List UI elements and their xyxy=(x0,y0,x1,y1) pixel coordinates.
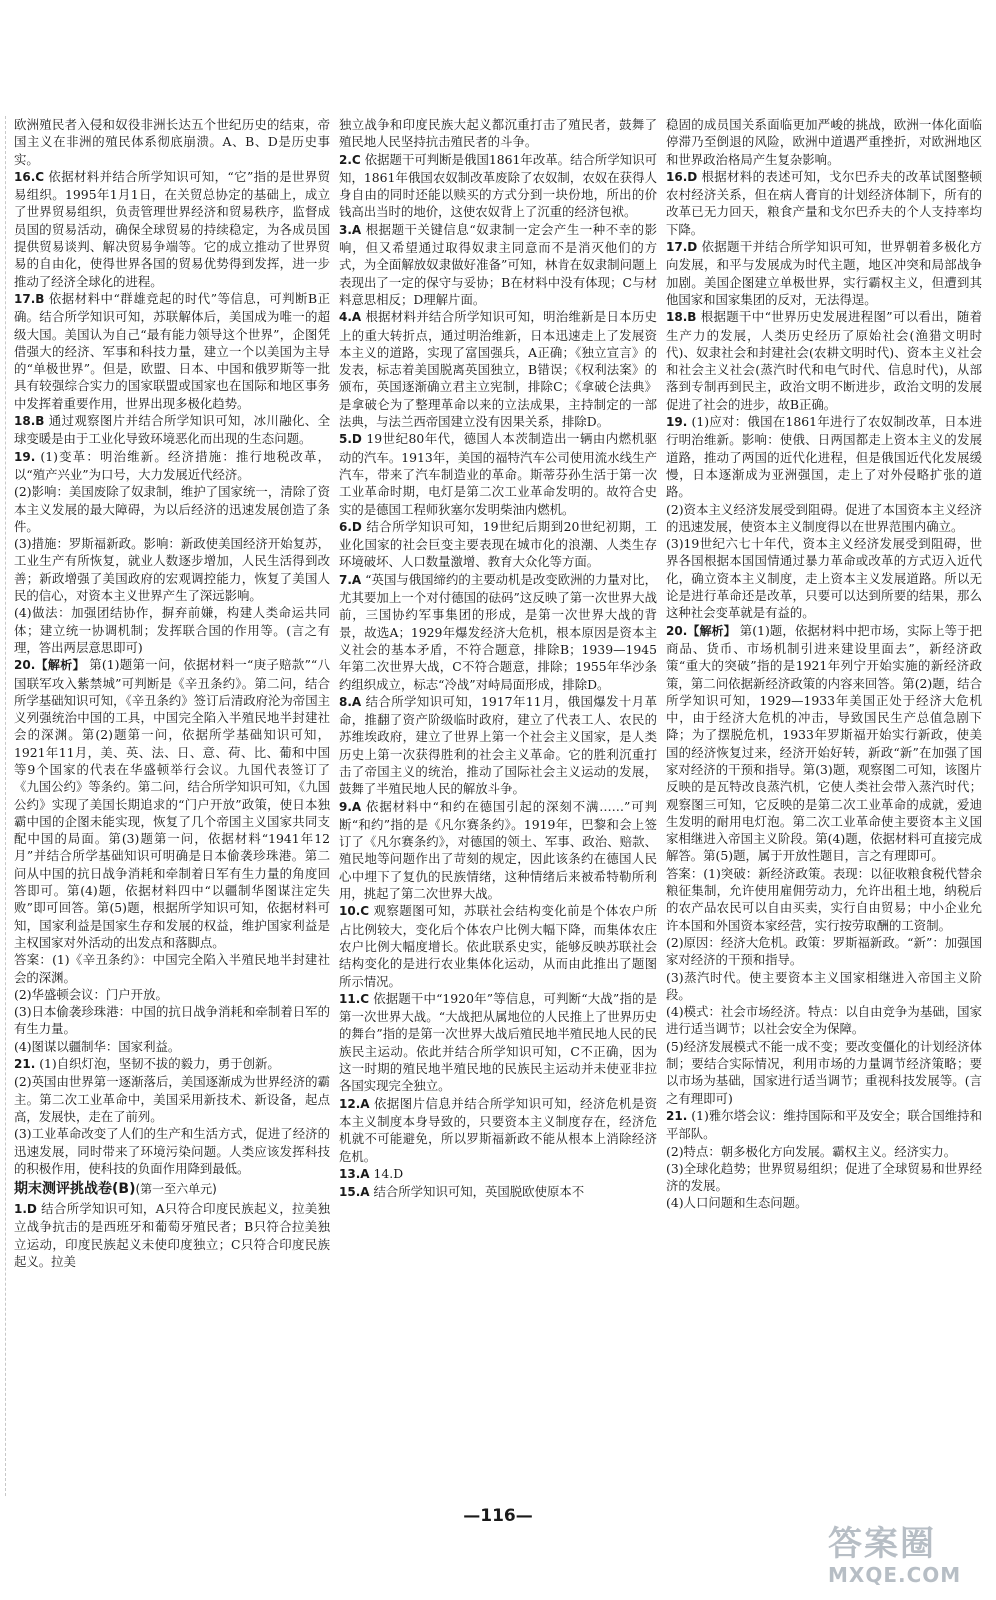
answer-item xyxy=(339,693,657,798)
answer-continuation: (2)英国由世界第一逐渐落后，美国逐渐成为世界经济的霸主。第二次工业革命中，美国采用新技术、新设备，起点高，发展快，走在了前列。 xyxy=(14,1074,330,1124)
watermark-line2: MXQE.COM xyxy=(828,1563,962,1587)
answer-continuation: (2)原因：经济大危机。政策：罗斯福新政。“新”：加强国家对经济的干预和指导。 xyxy=(666,934,982,968)
answer-number: 17.B xyxy=(14,291,45,306)
answer-explanation: 依据图片信息并结合所学知识可知，经济危机是资本主义制度本身导致的，只要资本主义制度存在，经济危机就不可能避免，所以罗斯福新政不能从根本上消除经济危机。 xyxy=(339,1095,657,1164)
answer-item xyxy=(339,151,657,221)
answer-continuation: (2)资本主义经济发展受到阻碍。促进了本国资本主义经济的迅速发展，使资本主义制度得以在世界范围内确立。 xyxy=(666,501,982,534)
answer-explanation: 根据材料并结合所学知识可知，明治维新是日本历史上的重大转折点，通过明治维新，日本迅速走上了发展资本主义的道路，实现了富国强兵，A正确；《独立宣言》的发表，标志着美国脱离英国独立，B错误；《权利法案》的颁布，英国逐渐确立君主立宪制，排除C；《拿破仑法典》是拿破仑为了整理革命以来的立法成果，主持制定的一部法典，与法兰西帝国建立没有因果关系，排除D。 xyxy=(339,309,657,430)
answer-number: 18.B xyxy=(666,310,697,325)
answer-item xyxy=(339,308,657,430)
answer-continuation: (4)人口问题和生态问题。 xyxy=(666,1195,808,1211)
answer-number: 3.A xyxy=(339,222,362,237)
answer-explanation: 依据题干并结合所学知识可知，世界朝着多极化方向发展，和平与发展成为时代主题，地区冲突和局部战争加剧。美国企图建立单极世界，实行霸权主义，但遭到其他国家和国家集团的反对，无法得逞。 xyxy=(666,239,982,307)
page-edge-binding xyxy=(0,116,6,1496)
answer-page xyxy=(14,116,982,1496)
answer-explanation: 结合所学知识可知，A只符合印度民族起义，拉美独立战争抗击的是西班牙和葡萄牙殖民者；B只符合拉美独立运动，印度民族起义未使印度独立；C只符合印度民族起义。拉美 xyxy=(14,1201,330,1269)
answer-number: 18.B xyxy=(14,414,45,429)
answer-number: 19. xyxy=(14,449,36,464)
page-number: —116— xyxy=(463,1506,533,1526)
answer-explanation: (1)自织灯泡，坚韧不拔的毅力，勇于创新。 xyxy=(39,1056,280,1072)
answer-continuation: (4)图谋以疆制华：国家利益。 xyxy=(14,1038,181,1054)
answer-number: 16.D xyxy=(666,169,698,184)
answer-item xyxy=(14,168,330,290)
answer-explanation: 第(1)题第一问，依据材料一“庚子赔款”“八国联军攻入紫禁城”可判断是《辛丑条约》。第二问，结合所学基础知识可知，《辛丑条约》签订后清政府沦为帝国主义列强统治中国的工具，中国完全陷入半殖民地半封建社会的深渊。第(2)题第一问，依据所学基础知识可知，1921年11月，美、英、法、日、意、荷、比、葡和中国等9个国家的代表在华盛顿举行会议。九国代表签订了《九国公约》等条约。第二问，结合所学知识可知，《九国公约》实现了美国长期追求的“门户开放”政策，使日本独霸中国的企图未能实现，恢复了几个帝国主义国家共同支配中国的局面。第(3)题第一问，依据材料“1941年12月”并结合所学基础知识可明确是日本偷袭珍珠港。第二问从中国的抗日战争消耗和牵制着日军有生力量的角度回答即可。第(4)题，依据材料四中“以疆制华图谋注定失败”即可回答。第(5)题，根据所学知识可知，依据材料可知，国家利益是国家生存和发展的权益，维护国家利益是主权国家对外活动的出发点和落脚点。 xyxy=(14,657,330,950)
answer-continuation: (3)日本偷袭珍珠港：中国的抗日战争消耗和牵制着日军的有生力量。 xyxy=(14,1004,330,1037)
answer-continuation: (2)特点：朝多极化方向发展。霸权主义。经济实力。 xyxy=(666,1143,957,1159)
answer-item xyxy=(339,518,657,571)
answer-item xyxy=(339,798,657,903)
answer-item xyxy=(14,1055,330,1073)
answer-item xyxy=(339,1183,657,1201)
answer-item xyxy=(339,571,657,693)
answer-explanation: 依据材料并结合所学知识可知，“它”指的是世界贸易组织。1995年1月1日，在关贸总协定的基础上，成立了世界贸易组织，负责管理世界经济和贸易秩序，监督成员国的贸易活动，确保全球贸易的持续稳定，为各成员国提供贸易谈判、解决贸易争端等。它的成立推动了世界贸易的自由化，使得世界各国的贸易优势得到发挥，进一步推动了经济全球化的进程。 xyxy=(14,168,330,289)
answer-number: 8.A xyxy=(339,694,362,709)
answer-item xyxy=(339,990,657,1095)
column-left xyxy=(14,116,330,1496)
answer-explanation: 依据题干中“1920年”等信息，可判断“大战”指的是第一次世界大战。“大战把从属地位的人民推上了世界历史的舞台”指的是第一次世界大战后殖民地半殖民地人民的民族民主运动。依此并结合所学知识可知，C不正确，因为这一时期的殖民地半殖民地的民族民主运动并未使亚非拉各国实现完全独立。 xyxy=(339,990,657,1094)
answer-number: 4.A xyxy=(339,310,362,325)
answer-continuation: (2)影响：美国废除了奴隶制，维护了国家统一，清除了资本主义发展的最大障碍，为以后经济的迅速发展创造了条件。 xyxy=(14,484,330,534)
answer-continuation: (4)模式：社会市场经济。特点：以自由竞争为基础，国家进行适当调节；以社会安全为保障。 xyxy=(666,1004,982,1037)
answer-number: 2.C xyxy=(339,152,361,167)
answer-continuation: 答案：(1)《辛丑条约》：中国完全陷入半殖民地半封建社会的深渊。 xyxy=(14,952,330,985)
answer-item xyxy=(14,290,330,412)
answer-number: 13.A xyxy=(339,1166,370,1181)
answer-item xyxy=(339,1165,657,1183)
answer-item xyxy=(666,1107,982,1143)
answer-number: 6.D xyxy=(339,519,362,534)
answer-number: 12.A xyxy=(339,1096,370,1111)
answer-explanation: 根据题干中“世界历史发展进程图”可以看出，随着生产力的发展，人类历史经历了原始社会(渔猎文明时代)、奴隶社会和封建社会(农耕文明时代)、资本主义社会和社会主义社会(蒸汽时代和电气时代、信息时代)，从部落到专制再到民主，政治文明不断进步，政治文明的发展促进了社会的进步，故B正确。 xyxy=(666,309,982,412)
answer-number: 9.A xyxy=(339,799,362,814)
answer-continuation: 稳固的成员国关系面临更加严峻的挑战，欧洲一体化面临停滞乃至倒退的风险，欧洲中道遇严重挫折，对欧洲地区和世界政治格局产生复杂影响。 xyxy=(666,117,982,167)
answer-number: 7.A xyxy=(339,572,362,587)
answer-number: 16.C xyxy=(14,169,45,184)
answer-continuation: 答案：(1)突破：新经济政策。表现：以征收粮食税代替余粮征集制，允许使用雇佣劳动力，允许出租土地，纳税后的农产品农民可以自由买卖，实行自由贸易；中小企业允许本国和外国资本家经营，实行按劳取酬的工资制。 xyxy=(666,865,982,933)
answer-number: 1.D xyxy=(14,1202,37,1217)
answer-item xyxy=(14,1200,330,1270)
answer-explanation: 依据题干可判断是俄国1861年改革。结合所学知识可知，1861年俄国农奴制改革废除了农奴制，农奴在获得人身自由的同时还能以赎买的方式分到一块份地，所出的价钱高出当时的地价，这使农奴背上了沉重的经济包袱。 xyxy=(339,151,657,220)
section-subtitle: (第一至六单元) xyxy=(135,1182,217,1197)
answer-item xyxy=(14,448,330,484)
answer-continuation: (5)经济发展模式不能一成不变；要改变僵化的计划经济体制；要结合实际情况，利用市场的力量调节经济策略；要以市场为基础，国家进行适当调节；重视科技发展等。(言之有理即可) xyxy=(666,1038,982,1106)
answer-explanation: 结合所学知识可知，英国脱欧使原本不 xyxy=(373,1184,585,1200)
answer-item xyxy=(14,656,330,951)
column-middle xyxy=(339,116,657,1496)
answer-continuation: 欧洲殖民者入侵和奴役非洲长达五个世纪历史的结束，帝国主义在非洲的殖民体系彻底崩溃。A、B、D是历史事实。 xyxy=(14,117,330,167)
answer-explanation: (1)变革：明治维新。经济措施：推行地税改革，以“殖产兴业”为口号，大力发展近代经济。 xyxy=(14,448,330,482)
answer-explanation: 根据题干关键信息“奴隶制一定会产生一种不幸的影响，但又希望通过取得奴隶主同意而不是消灭他们的方式，为全面解放奴隶做好准备”可知，林肯在奴隶制问题上表现出了一定的保守与妥协；B在材料中没有体现；C与材料意思相反；D理解片面。 xyxy=(339,221,657,307)
answer-explanation: 观察题图可知，苏联社会结构变化前是个体农户所占比例较大，变化后个体农户比例大幅下降，而集体农庄农户比例大幅度增长。依此联系史实，能够反映苏联社会结构变化的是进行农业集体化运动，从而由此推出了题图所示情况。 xyxy=(339,903,657,989)
answer-continuation: (4)做法：加强团结协作，摒弃前嫌，构建人类命运共同体；建立统一协调机制；发挥联合国的作用等。(言之有理，答出两层意思即可) xyxy=(14,605,330,655)
answer-number: 11.C xyxy=(339,991,370,1006)
answer-explanation: “英国与俄国缔约的主要动机是改变欧洲的力量对比，尤其要加上一个对付德国的砝码”这反映了第一次世界大战前，三国协约军事集团的形成，是第一次世界大战的背景，故选A；1929年爆发经济大危机，根本原因是资本主义社会的基本矛盾，不符合题意，排除B；1939—1945年第二次世界大战，C不符合题意，排除；1955年华沙条约组织成立，标志“冷战”对峙局面形成，排除D。 xyxy=(339,571,657,692)
answer-continuation: (3)19世纪六七十年代，资本主义经济发展受到阻碍，世界各国根据本国国情通过暴力革命或改革的方式迈入近代化，确立资本主义制度，走上资本主义发展道路。所以无论是进行革命还是改革，只要可以达到所要的结果，那么这种社会变革就是有益的。 xyxy=(666,536,982,621)
answer-item xyxy=(666,622,982,865)
answer-explanation: 依据材料中“和约在德国引起的深刻不满……”可判断“和约”指的是《凡尔赛条约》。1919年，巴黎和会上签订了《凡尔赛条约》，对德国的领土、军事、政治、赔款、殖民地等问题作出了苛刻的规定，因此该条约在德国人民心中埋下了复仇的民族情绪，这种情绪后来被希特勒所利用，挑起了第二次世界大战。 xyxy=(339,798,657,902)
answer-item xyxy=(14,412,330,448)
answer-number: 5.D xyxy=(339,432,362,447)
answer-number: 17.D xyxy=(666,240,698,255)
watermark-line1: 答案圈 xyxy=(828,1524,936,1564)
section-title: 期末测评挑战卷(B) xyxy=(14,1181,136,1198)
answer-item xyxy=(339,430,657,517)
answer-explanation: (1)应对：俄国在1861年进行了农奴制改革，日本进行明治维新。影响：使俄、日两国都走上资本主义的发展道路，推动了两国的近代化进程，但是俄国近代化发展缓慢，日本逐渐成为亚洲强国，走上了对外侵略扩张的道路。 xyxy=(666,414,982,500)
answer-item xyxy=(666,308,982,413)
answer-item xyxy=(339,1095,657,1165)
answer-explanation: 结合所学知识可知，19世纪后期到20世纪初期，工业化国家的社会巨变主要表现在城市化的浪潮、人类生存环境破坏、人口数量激增、教育大众化等方面。 xyxy=(339,518,657,570)
answer-item xyxy=(666,413,982,500)
answer-number: 10.C xyxy=(339,904,370,919)
answer-continuation: (3)措施：罗斯福新政。影响：新政使美国经济开始复苏，工业生产有所恢复，就业人数逐步增加，人民生活得到改善；新政增强了美国政府的宏观调控能力，恢复了美国人民的信心，对资本主义世界产生了深远影响。 xyxy=(14,536,330,604)
answer-continuation: 独立战争和印度民族大起义都沉重打击了殖民者，鼓舞了殖民地人民坚持抗击殖民者的斗争。 xyxy=(339,117,657,150)
answer-explanation: 结合所学知识可知，1917年11月，俄国爆发十月革命，推翻了资产阶级临时政府，建立了代表工人、农民的苏维埃政府，建立了世界上第一个社会主义国家，是人类历史上第一次获得胜利的社会主义革命。它的胜利沉重打击了帝国主义的统治，推动了国际社会主义运动的发展，鼓舞了半殖民地人民的解放斗争。 xyxy=(339,693,657,797)
answer-explanation: 通过观察图片并结合所学知识可知，冰川融化、全球变暖是由于工业化导致环境恶化而出现的生态问题。 xyxy=(14,413,330,447)
answer-number: 20.【解析】 xyxy=(14,658,85,673)
answer-explanation: 19世纪80年代，德国人本茨制造出一辆由内燃机驱动的汽车。1913年，美国的福特汽车公司使用流水线生产汽车，带来了汽车制造业的革命。斯蒂芬孙生活于第一次工业革命时期，电灯是第二次工业革命发明的。故符合史实的是德国工程师狄塞尔发明柴油内燃机。 xyxy=(339,431,657,517)
answer-number: 20.【解析】 xyxy=(666,623,736,638)
answer-item xyxy=(666,238,982,308)
answer-number: 21. xyxy=(666,1108,688,1123)
answer-continuation: (3)蒸汽时代。使主要资本主义国家相继进入帝国主义阶段。 xyxy=(666,969,982,1002)
answer-number: 21. xyxy=(14,1057,36,1072)
answer-explanation: 第(1)题，依据材料中把市场，实际上等于把商品、货币、市场机制引进来建设里面去”，新经济政策“重大的突破”指的是1921年列宁开始实施的新经济政策，第二问依据新经济政策的内容来回答。第(2)题，结合所学知识可知，1929—1933年美国正处于经济大危机中，由于经济大危机的冲击，导致国民生产总值急剧下降；为了摆脱危机，1933年罗斯福开始实行新政，使美国的经济恢复过来，经济开始好转，新政“新”在加强了国家对经济的干预和指导。第(3)题，观察图二可知，该图片反映的是瓦特改良蒸汽机，它使人类社会带入蒸汽时代；观察图三可知，它反映的是第二次工业革命的成就，爱迪生发明的耐用电灯泡。第二次工业革命使主要资本主义国家相继进入帝国主义阶段。第(4)题，依据材料可直接完成解答。第(5)题，属于开放性题目，言之有理即可。 xyxy=(666,622,982,864)
watermark-logo xyxy=(828,1525,978,1595)
column-right xyxy=(666,116,982,1496)
answer-continuation: (2)华盛顿会议：门户开放。 xyxy=(14,986,168,1002)
answer-item xyxy=(666,168,982,238)
answer-item xyxy=(339,902,657,989)
answer-explanation: 依据材料中“群雄竞起的时代”等信息，可判断B正确。结合所学知识可知，苏联解体后，美国成为唯一的超级大国。美国认为自己“最有能力领导这个世界”，企图凭借强大的经济、军事和科技力量，建立一个以美国为主导的“单极世界”。但是，欧盟、日本、中国和俄罗斯等一批具有较强综合实力的国家联盟或国家也在国际和地区事务中发挥着重要作用，世界出现多极化趋势。 xyxy=(14,290,330,411)
answer-explanation: 根据材料的表述可知，戈尔巴乔夫的改革试图整顿农村经济关系，但在病人膏肓的计划经济体制下，所有的改革已无力回天，粮食产量和戈尔巴乔夫的个人支持率均下降。 xyxy=(666,168,982,237)
answer-explanation: 14.D xyxy=(373,1165,404,1181)
section-heading xyxy=(14,1179,330,1199)
answer-number: 19. xyxy=(666,415,688,430)
answer-number: 15.A xyxy=(339,1185,370,1200)
answer-continuation: (3)全球化趋势；世界贸易组织；促进了全球贸易和世界经济的发展。 xyxy=(666,1160,982,1194)
answer-explanation: (1)雅尔塔会议：维持国际和平及安全；联合国维持和平部队。 xyxy=(666,1107,982,1142)
answer-continuation: (3)工业革命改变了人们的生产和生活方式，促进了经济的迅速发展，同时带来了环境污染问题。人类应该发挥科技的积极作用，使科技的负面作用降到最低。 xyxy=(14,1126,330,1176)
answer-item xyxy=(339,221,657,308)
